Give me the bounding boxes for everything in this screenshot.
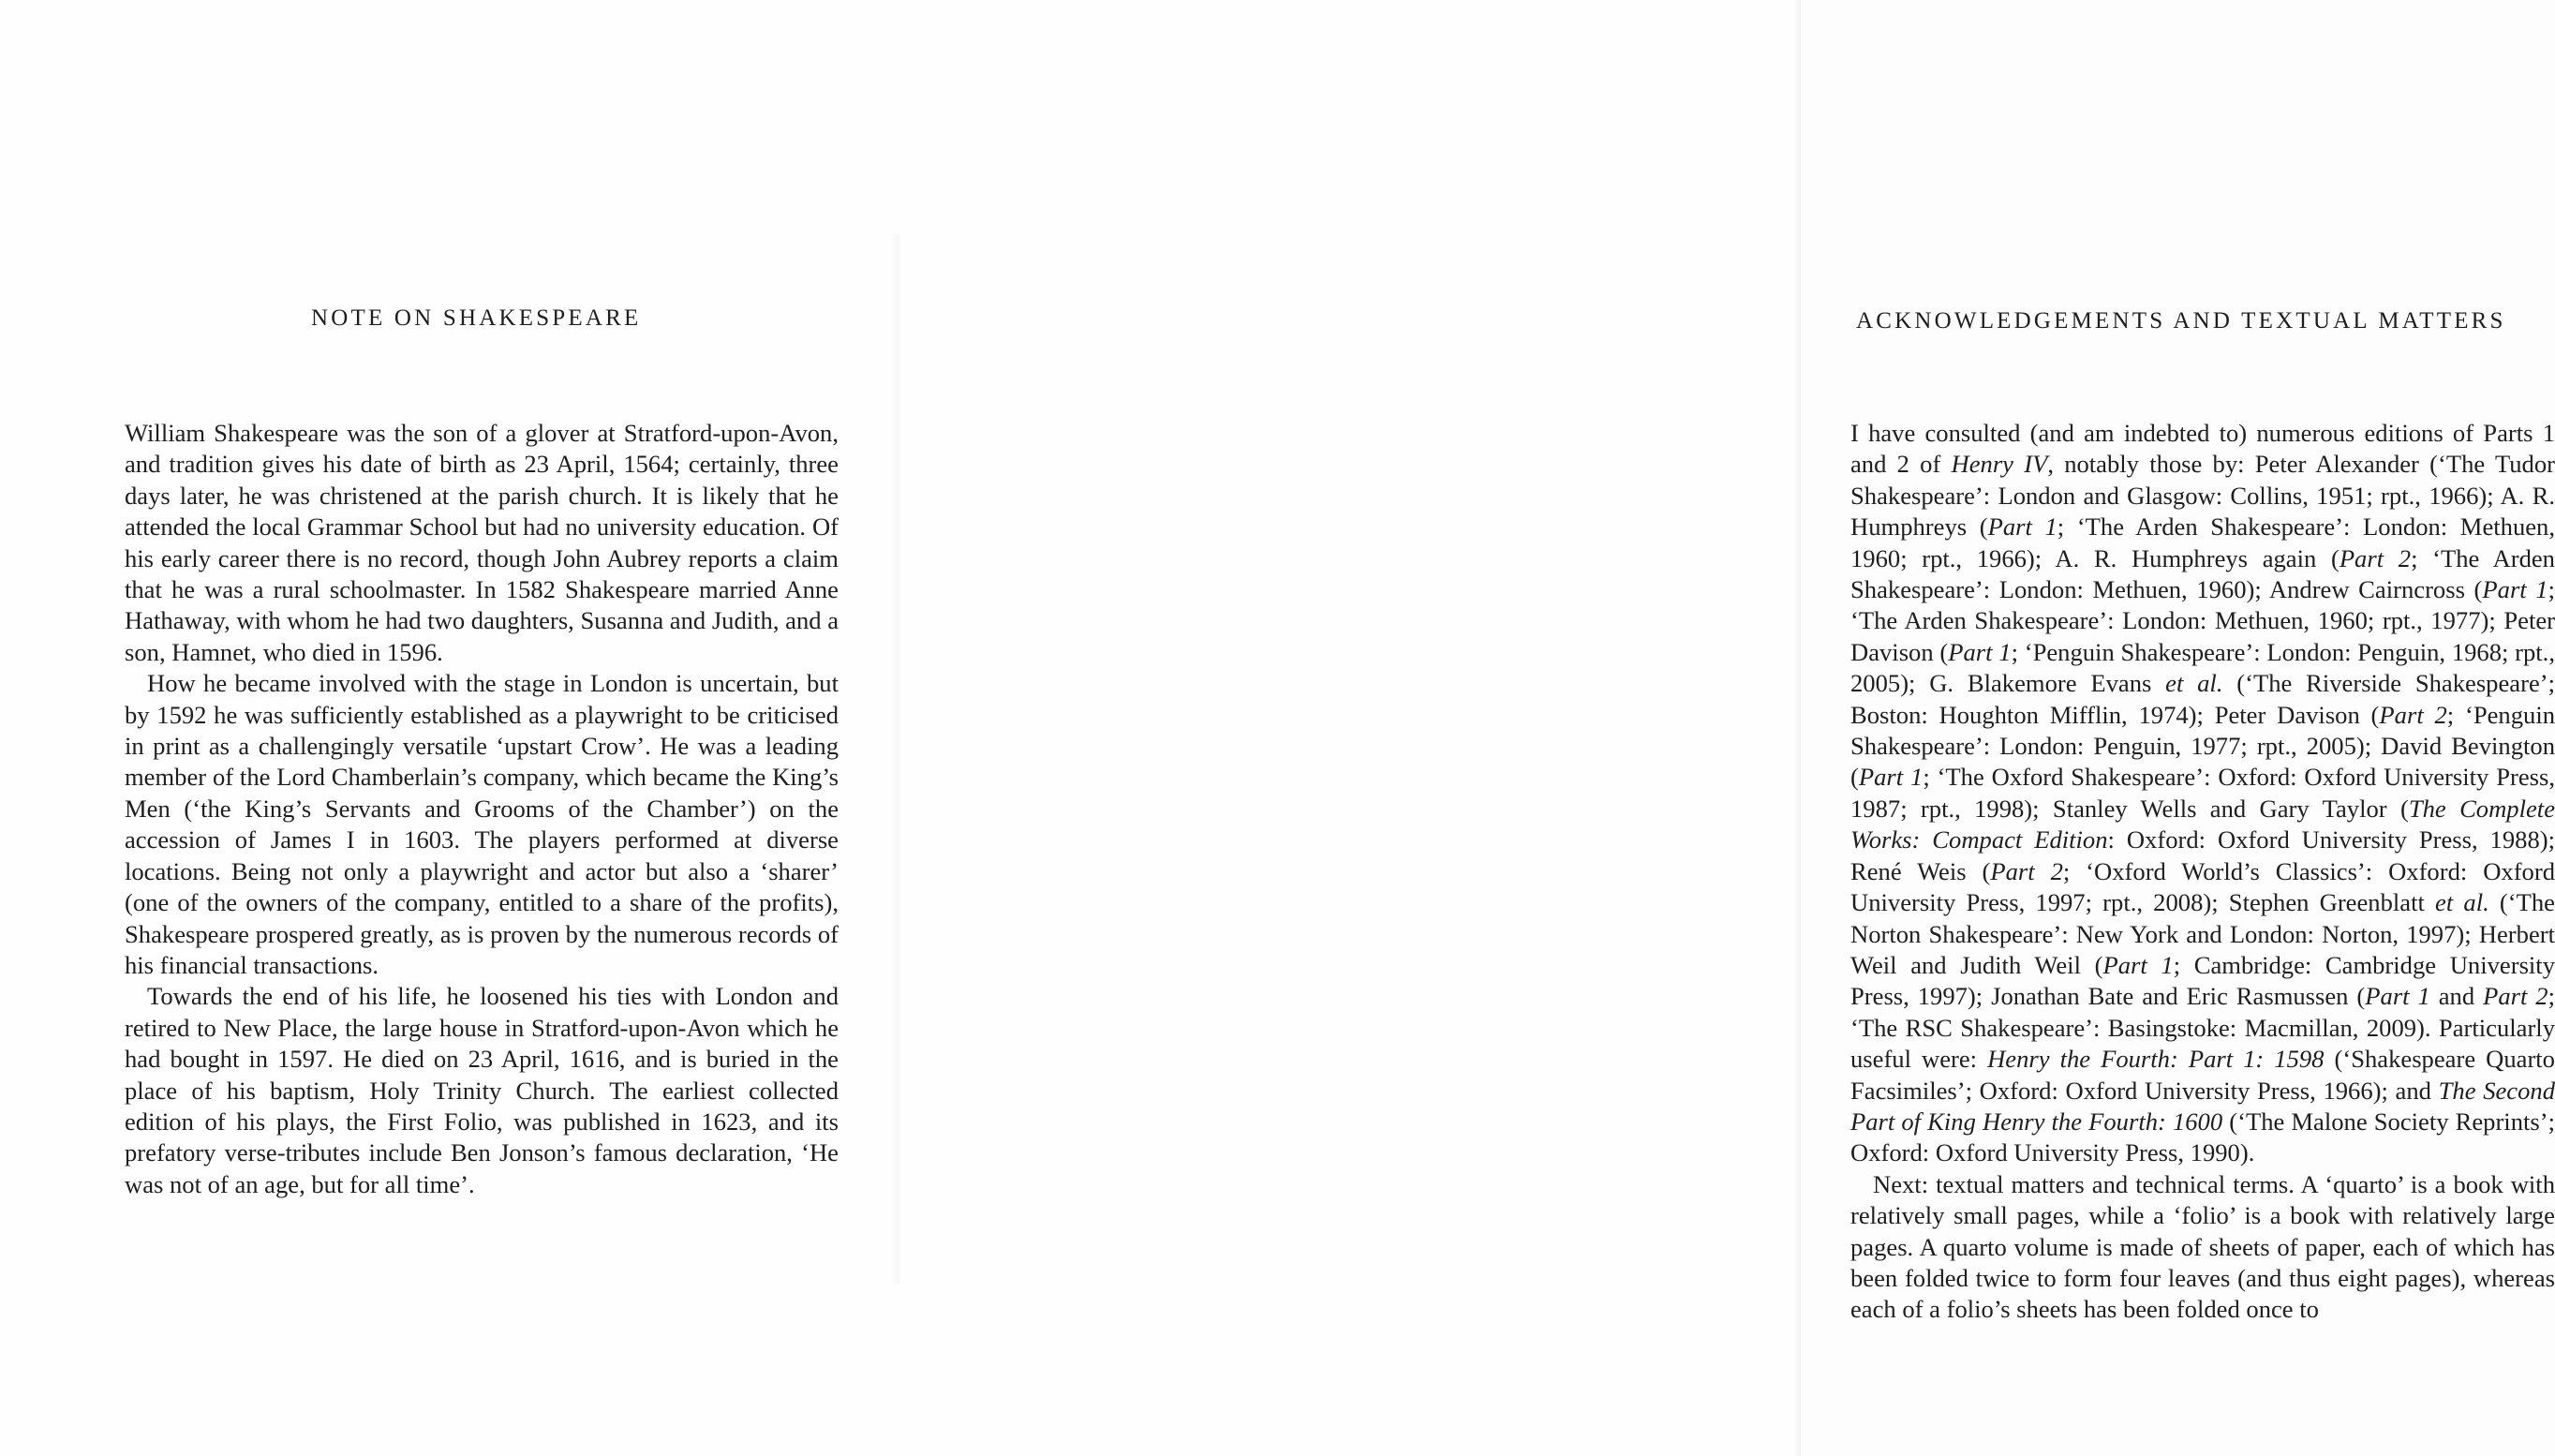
text-run: ; ‘The Arden Shakespeare’: London: Methuen, 1960); Andrew Cairncross ( (1850, 543, 2555, 604)
text-run: ; ‘Oxford World’s Classics’: Oxford: Oxford University Press, 1997; rpt., 2008); Stephen Greenblatt (1850, 856, 2555, 917)
paragraph: Towards the end of his life, he loosened his ties with London and retired to New Place, the large house in Stratford-upon-Avon which he had bought in 1597. He died on 23 April, 1616, and is buried in the place of his baptism, Holy Trinity Church. The earliest collected edition of his plays, the First Folio, was published in 1623, and its prefatory verse-tributes include Ben Jonson’s famous declaration, ‘He was not of an age, but for all time’. (125, 982, 839, 1198)
italic-title: Part 2 (2483, 982, 2548, 1011)
paragraph: William Shakespeare was the son of a glover at Stratford-upon-Avon, and tradition gives his date of birth as 23 April, 1564; certainly, three days later, he was christened at the parish church. It is likely that he attended the local Grammar School but had no university education. Of his early career there is no record, though John Aubrey reports a claim that he was a rural schoolmaster. In 1582 Shakespeare married Anne Hathaway, with whom he had two daughters, Susanna and Judith, and a son, Hamnet, who died in 1596. (125, 419, 839, 666)
text-run: , notably those by: Peter Alexander (‘The Tudor Shakespeare’: London and Glasgow: Collins, 1951; rpt., 1966); A. R. Humphreys ( (1850, 450, 2555, 542)
italic-title: Part 1 (2102, 950, 2174, 979)
italic-title: Part 1 (1858, 763, 1924, 792)
text-run: (‘The Riverside Shakespeare’; Boston: Houghton Mifflin, 1974); Peter Davison ( (1850, 669, 2555, 729)
text-run: : Oxford: Oxford University Press, 1988); René Weis ( (1850, 825, 2555, 885)
italic-title: Part 1 (1948, 637, 2012, 666)
italic-title: Henry IV (1951, 450, 2048, 479)
text-run: ; ‘Penguin Shakespeare’: London: Penguin, 1968; rpt., 2005); G. Blakemore Evans (1850, 637, 2555, 698)
italic-title: Part 1 (1987, 513, 2057, 542)
page-edge-shadow (1793, 0, 1801, 1456)
italic-title: et al. (2435, 888, 2489, 917)
page-heading-note-on-shakespeare: NOTE ON SHAKESPEARE (311, 305, 642, 331)
italic-title: et al. (2165, 669, 2223, 698)
paragraph (1850, 418, 2555, 1169)
text-run: I have consulted (and am indebted to) numerous editions of Parts 1 and 2 of (1850, 419, 2555, 479)
acknowledgements-body (1850, 418, 2555, 1326)
text-run: ; ‘The Oxford Shakespeare’: Oxford: Oxford University Press, 1987; rpt., 1998); Stanley Wells and Gary Taylor ( (1850, 763, 2555, 823)
text-run: (‘The Norton Shakespeare’: New York and London: Norton, 1997); Herbert Weil and Judith Weil ( (1850, 888, 2555, 979)
italic-title: Part 2 (1990, 856, 2063, 885)
text-run: (‘Shakespeare Quarto Facsimiles’; Oxford: Oxford University Press, 1966); and (1850, 1045, 2555, 1105)
italic-title: The Second Part of King Henry the Fourth: 1600 (1850, 1076, 2555, 1136)
text-run: (‘The Malone Society Reprints’; Oxford: Oxford University Press, 1990). (1850, 1107, 2555, 1167)
note-on-shakespeare-body (125, 418, 839, 1200)
italic-title: Part 2 (2339, 543, 2412, 572)
text-run: ; ‘The Arden Shakespeare’: London: Methuen, 1960; rpt., 1977); Peter Davison ( (1850, 575, 2555, 666)
paragraph: How he became involved with the stage in London is uncertain, but by 1592 he was sufficiently established as a playwright to be criticised in print as a challengingly versatile ‘upstart Crow’. He was a leading member of the Lord Chamberlain’s company, which became the King’s Men (‘the King’s Servants and Grooms of the Chamber’) on the accession of James I in 1603. The players performed at diverse locations. Being not only a playwright and actor but also a ‘sharer’ (one of the owners of the company, entitled to a share of the profits), Shakespeare prospered greatly, as is proven by the numerous records of his financial transactions. (125, 669, 839, 979)
text-run: ; ‘The Arden Shakespeare’: London: Methuen, 1960; rpt., 1966); A. R. Humphreys again ( (1850, 513, 2555, 572)
text-run: ; ‘The RSC Shakespeare’: Basingstoke: Macmillan, 2009). Particularly useful were: (1850, 982, 2555, 1074)
text-run: ; Cambridge: Cambridge University Press, 1997); Jonathan Bate and Eric Rasmussen ( (1850, 950, 2555, 1011)
italic-title: Henry the Fourth: Part 1: 1598 (1987, 1045, 2325, 1074)
page-heading-acknowledgements: ACKNOWLEDGEMENTS AND TEXTUAL MATTERS (1856, 308, 2506, 334)
italic-title: Part 1 (2482, 575, 2548, 604)
text-run: ; ‘Penguin Shakespeare’: London: Penguin, 1977; rpt., 2005); David Bevington ( (1850, 700, 2555, 792)
paragraph: Next: textual matters and technical terms. A ‘quarto’ is a book with relatively small pages, while a ‘folio’ is a book with relatively large pages. A quarto volume is made of sheets of paper, each of which has been folded twice to form four leaves (and thus eight pages), whereas each of a folio’s sheets has been folded once to (1850, 1169, 2555, 1324)
italic-title: The Complete Works: Compact Edition (1850, 794, 2555, 854)
left-page (0, 0, 899, 1456)
right-page (899, 0, 2555, 1456)
text-run: and (2429, 982, 2484, 1011)
italic-title: Part 1 (2365, 982, 2430, 1011)
italic-title: Part 2 (2379, 700, 2447, 729)
